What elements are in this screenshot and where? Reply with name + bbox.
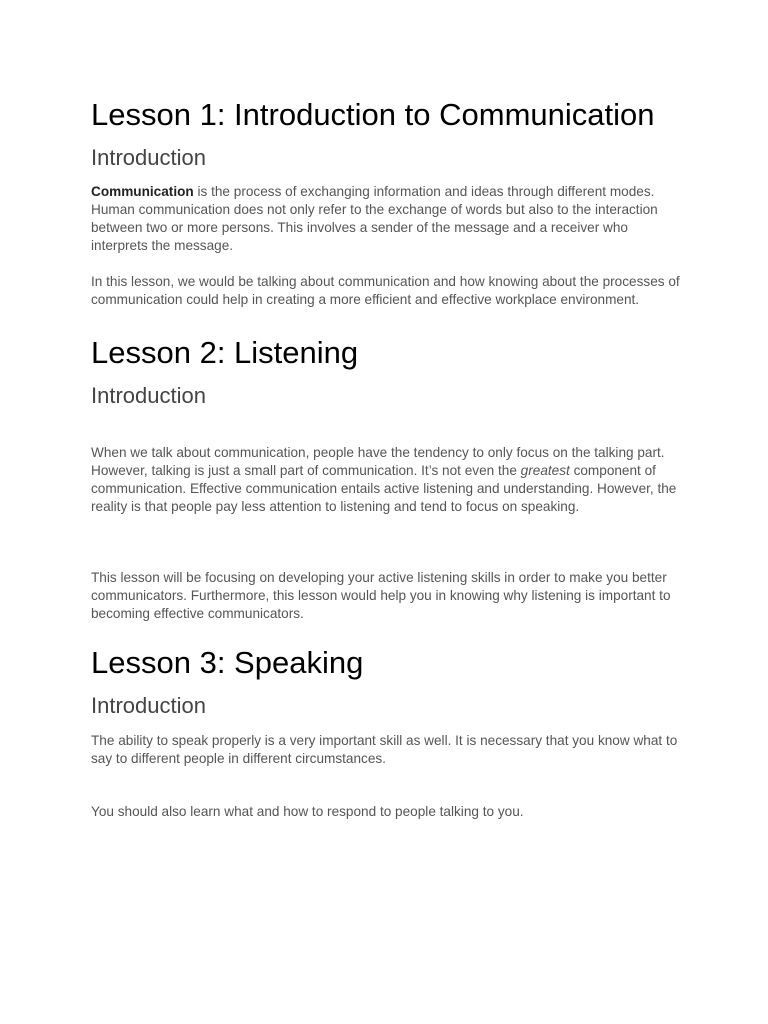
- lesson-2-paragraph-1-start: When we talk about communication, people have the tendency to only focus on the talking part. However, talking is just a small part of communication. It’s not even the: [91, 445, 665, 478]
- lesson-3-section-heading: Introduction: [91, 693, 206, 718]
- lesson-1-paragraph-2: In this lesson, we would be talking about communication and how knowing about the processes of communication could help in creating a more efficient and effective workplace environment.: [91, 274, 680, 307]
- lesson-3-paragraph-1: The ability to speak properly is a very important skill as well. It is necessary that you know what to say to different people in different circumstances.: [91, 733, 678, 766]
- lesson-2-section-heading: Introduction: [91, 383, 206, 408]
- lesson-2-paragraph-1-end: component of communication. Effective communication entails active listening and understanding. However, the reality is that people pay less attention to listening and tend to focus on speaking.: [91, 463, 677, 514]
- lesson-3-title: Lesson 3: Speaking: [91, 645, 364, 680]
- lesson-1-section-heading: Introduction: [91, 145, 206, 170]
- lesson-2-paragraph-2: This lesson will be focusing on developing your active listening skills in order to make you better communicators. Furthermore, this lesson would help you in knowing why listening is important to becoming effective communicators.: [91, 570, 671, 621]
- lesson-2-paragraph-1: [91, 444, 681, 516]
- greatest-emphasis: greatest: [520, 463, 570, 478]
- lesson-3-paragraph-2: You should also learn what and how to respond to people talking to you.: [91, 804, 524, 819]
- lesson-1-title: Lesson 1: Introduction to Communication: [91, 97, 655, 132]
- document-page: [91, 92, 681, 821]
- lesson-1-paragraph-1-text: is the process of exchanging information and ideas through different modes. Human communication does not only refer to the exchange of words but also to the interaction between two or more persons. This involves a sender of the message and a receiver who interprets the message.: [91, 184, 658, 253]
- lesson-2-title: Lesson 2: Listening: [91, 335, 359, 370]
- communication-term: Communication: [91, 184, 194, 199]
- lesson-1-paragraph-1: [91, 183, 681, 255]
